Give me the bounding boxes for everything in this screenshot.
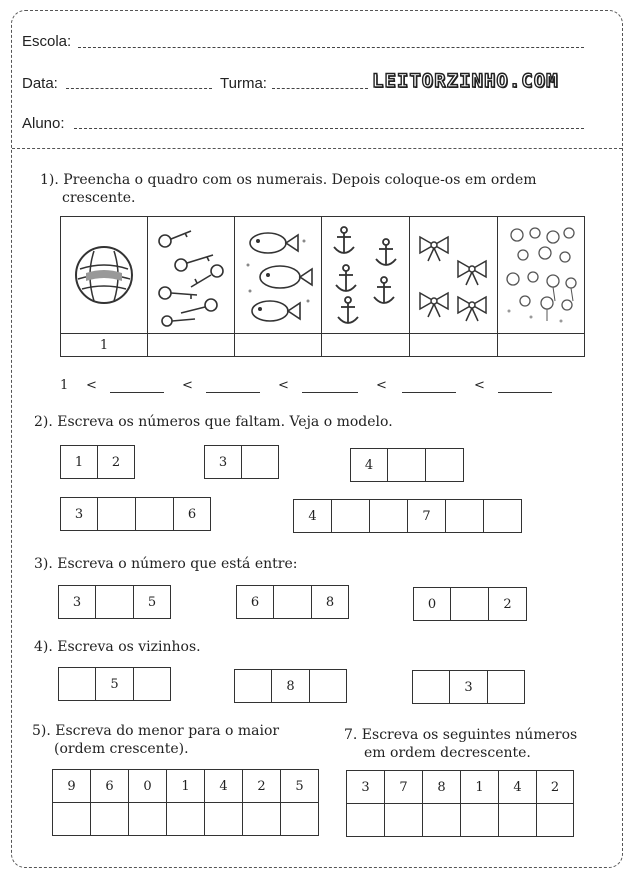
answer-box[interactable] [346, 803, 385, 837]
answer-box[interactable] [90, 802, 129, 836]
answer-box[interactable] [204, 802, 243, 836]
q4-prompt: 4). Escreva os vizinhos. [34, 639, 201, 655]
q1-answer-cell[interactable] [147, 333, 235, 357]
q1-order-blank[interactable] [206, 392, 260, 393]
number-box: 5 [280, 769, 319, 803]
q1-order-blank[interactable] [402, 392, 456, 393]
number-box: 2 [97, 445, 135, 479]
q1-picture-cell-bows [409, 216, 498, 334]
q1-picture-cell-ball [60, 216, 148, 334]
aluno-field[interactable] [74, 128, 584, 129]
q2-prompt: 2). Escreva os números que faltam. Veja o modelo. [34, 414, 393, 430]
q1-answer-cell[interactable] [497, 333, 585, 357]
answer-box[interactable] [460, 803, 499, 837]
number-box: 2 [488, 587, 527, 621]
less-than-sign: < [86, 378, 97, 393]
q1-picture-cell-balloons [497, 216, 585, 334]
q5-prompt-line2: (ordem crescente). [54, 741, 189, 757]
q1-order-blank[interactable] [498, 392, 552, 393]
anchors-icon [324, 221, 408, 329]
aluno-label: Aluno: [22, 115, 65, 132]
less-than-sign: < [182, 378, 193, 393]
q1-picture-cell-fish [234, 216, 322, 334]
number-box: 2 [242, 769, 281, 803]
q1-answer-cell: 1 [60, 333, 148, 357]
answer-box[interactable] [242, 802, 281, 836]
number-box: 4 [293, 499, 332, 533]
number-box-empty[interactable] [487, 670, 525, 704]
number-box: 1 [166, 769, 205, 803]
q1-order-blank[interactable] [110, 392, 164, 393]
number-box: 5 [95, 667, 134, 701]
less-than-sign: < [376, 378, 387, 393]
number-box-empty[interactable] [445, 499, 484, 533]
q1-prompt-line2: crescente. [62, 190, 136, 206]
number-box: 3 [449, 670, 488, 704]
answer-box[interactable] [498, 803, 537, 837]
answer-box[interactable] [384, 803, 423, 837]
number-box: 3 [346, 770, 385, 804]
q1-answer-cell[interactable] [321, 333, 410, 357]
escola-field[interactable] [78, 47, 584, 48]
number-box-empty[interactable] [135, 497, 174, 531]
number-box: 4 [204, 769, 243, 803]
q3-prompt: 3). Escreva o número que está entre: [34, 556, 298, 572]
answer-box[interactable] [52, 802, 91, 836]
number-box-empty[interactable] [483, 499, 522, 533]
number-box-empty[interactable] [273, 585, 312, 619]
less-than-sign: < [278, 378, 289, 393]
number-box: 4 [498, 770, 537, 804]
number-box: 1 [460, 770, 499, 804]
number-box: 3 [60, 497, 98, 531]
q1-order-start: 1 [60, 378, 69, 393]
answer-box[interactable] [280, 802, 319, 836]
number-box: 8 [422, 770, 461, 804]
bows-icon [412, 221, 496, 329]
number-box: 6 [173, 497, 211, 531]
number-box-empty[interactable] [95, 585, 134, 619]
number-box-empty[interactable] [309, 669, 347, 703]
number-box-empty[interactable] [58, 667, 96, 701]
header-separator [12, 148, 622, 149]
number-box: 6 [236, 585, 274, 619]
number-box-empty[interactable] [241, 445, 279, 479]
number-box: 0 [128, 769, 167, 803]
escola-label: Escola: [22, 33, 72, 50]
q7-prompt-line2: em ordem decrescente. [364, 745, 531, 761]
number-box-empty[interactable] [133, 667, 171, 701]
number-box-empty[interactable] [425, 448, 464, 482]
balloons-icon [501, 221, 581, 329]
answer-box[interactable] [536, 803, 574, 837]
ball-icon [72, 243, 136, 307]
number-box: 8 [311, 585, 349, 619]
fish-icon [238, 221, 318, 329]
q7-prompt-line1: 7. Escreva os seguintes números [344, 727, 578, 743]
number-box-empty[interactable] [387, 448, 426, 482]
q1-answer-cell[interactable] [234, 333, 322, 357]
turma-label: Turma: [220, 75, 267, 92]
answer-box[interactable] [166, 802, 205, 836]
data-label: Data: [22, 75, 58, 92]
number-box-empty[interactable] [97, 497, 136, 531]
number-box: 0 [413, 587, 451, 621]
site-logo: LEITORZINHO.COM [372, 70, 559, 92]
number-box: 4 [350, 448, 388, 482]
number-box: 6 [90, 769, 129, 803]
number-box-empty[interactable] [234, 669, 272, 703]
q1-answer-cell[interactable] [409, 333, 498, 357]
answer-box[interactable] [128, 802, 167, 836]
number-box: 5 [133, 585, 171, 619]
less-than-sign: < [474, 378, 485, 393]
q1-prompt-line1: 1). Preencha o quadro com os numerais. Depois coloque-os em ordem [40, 172, 537, 188]
number-box: 7 [407, 499, 446, 533]
number-box: 1 [60, 445, 98, 479]
q1-order-blank[interactable] [302, 392, 358, 393]
q1-picture-cell-anchors [321, 216, 410, 334]
number-box: 2 [536, 770, 574, 804]
number-box: 9 [52, 769, 91, 803]
answer-box[interactable] [422, 803, 461, 837]
number-box-empty[interactable] [369, 499, 408, 533]
number-box: 3 [58, 585, 96, 619]
number-box-empty[interactable] [450, 587, 489, 621]
turma-field[interactable] [272, 88, 368, 89]
q5-prompt-line1: 5). Escreva do menor para o maior [32, 723, 280, 739]
number-box-empty[interactable] [331, 499, 370, 533]
number-box: 7 [384, 770, 423, 804]
number-box: 8 [271, 669, 310, 703]
number-box-empty[interactable] [412, 670, 450, 704]
keys-icon [151, 221, 231, 329]
data-field[interactable] [66, 88, 212, 89]
number-box: 3 [204, 445, 242, 479]
q1-picture-cell-keys [147, 216, 235, 334]
